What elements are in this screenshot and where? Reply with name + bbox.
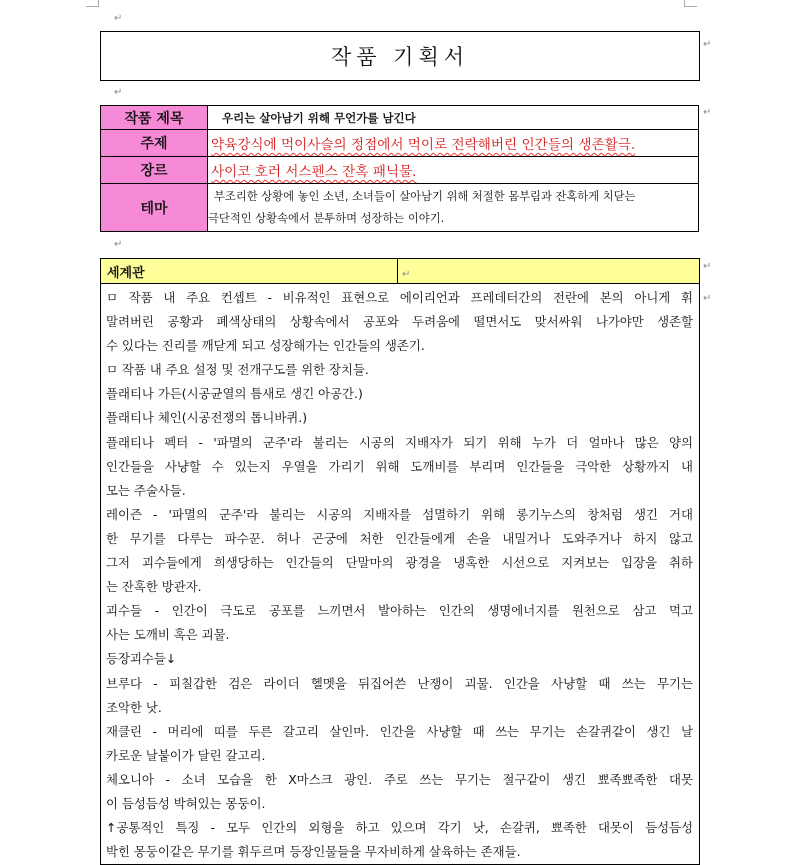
paragraph-mark: ↵: [114, 239, 123, 250]
world-setting-table: [100, 258, 700, 865]
world-line: 재클린 - 머리에 띠를 두른 갈고리 살인마. 인간을 사냥할 때 쓰는 무기는 손갈퀴같이 생긴 날: [106, 723, 693, 739]
world-line: 플래티나 펙터 - '파멸의 군주'라 불리는 시공의 지배자가 되기 위해 누가 더 얼마나 많은 양의: [106, 434, 693, 450]
world-line: 는 잔혹한 방관자.: [106, 579, 202, 595]
paragraph-mark: ↵: [703, 261, 712, 272]
world-line: 브루다 - 피칠갑한 검은 라이더 헬멧을 뒤집어쓴 난쟁이 괴물. 인간을 사냥할 때 쓰는 무기는: [106, 675, 693, 691]
world-line: 사는 도깨비 혹은 괴물.: [106, 627, 230, 643]
work-title-value: 우리는 살아남기 위해 무언가를 남긴다: [208, 106, 699, 130]
world-line: 조악한 낫.: [106, 699, 162, 715]
world-line: 박힌 몽둥이같은 무기를 휘두르며 등장인물들을 무자비하게 살육하는 존재들.: [106, 844, 521, 860]
world-line: 한 무기를 다루는 파수꾼. 허나 곤궁에 처한 인간들에게 손을 내밀거나 도와주거나 하지 않고: [106, 530, 693, 546]
world-lines: [106, 284, 693, 864]
world-line: 수 있다는 진리를 깨닫게 되고 성장해가는 인간들의 생존기.: [106, 338, 425, 354]
world-line: ↑공통적인 특징 - 모두 인간의 외형을 하고 있으며 각기 낫, 손갈퀴, 뾰족한 대못이 듬성듬성: [106, 820, 693, 836]
work-info-table: [100, 105, 699, 232]
world-body: [101, 284, 700, 865]
world-line: 플래티나 체인(시공전쟁의 톱니바퀴.): [106, 410, 308, 426]
genre-label: 장르: [101, 157, 208, 184]
world-line: ㅁ 작품 내 주요 컨셉트 - 비유적인 표현으로 에이리언과 프레데터간의 전란에 본의 아니게 휘: [106, 290, 693, 305]
theme-value: 약육강식에 먹이사슬의 정점에서 먹이로 전락해버린 인간들의 생존활극.: [211, 137, 636, 153]
world-line: 등장괴수들↓: [106, 651, 177, 667]
document-title-box: [100, 31, 700, 81]
world-line: ㅁ 작품 내 주요 설정 및 전개구도를 위한 장치들.: [106, 362, 369, 378]
paragraph-mark: ↵: [114, 13, 123, 24]
work-title-label: 작품 제목: [101, 106, 208, 130]
page-corner-mark-right: [684, 0, 697, 7]
world-line: 인간들을 사냥할 수 있는지 우열을 가리기 위해 도깨비를 부리며 인간들을 극악한 상황까지 내: [106, 458, 693, 474]
motif-line-1: 부조리한 상황에 놓인 소년, 소녀들이 살아남기 위해 처절한 몸부림과 잔혹하게 치닫는: [214, 189, 636, 203]
paragraph-mark: ↵: [703, 293, 712, 304]
motif-label: 테마: [101, 184, 208, 232]
world-line: 말려버린 공황과 폐색상태의 상황속에서 공포와 두려움에 떨면서도 맞서싸워 나가야만 생존할: [106, 314, 693, 330]
motif-value-cell: [208, 184, 699, 232]
world-line: 카로운 날붙이가 달린 갈고리.: [106, 747, 266, 763]
world-header-empty-cell: [398, 259, 700, 284]
theme-value-cell: [208, 130, 699, 157]
document-title: 작품 기획서: [330, 45, 470, 69]
paragraph-mark: ↵: [703, 39, 712, 50]
world-line: 모는 주술사들.: [106, 482, 186, 498]
cell-end-mark: ↵: [402, 268, 411, 280]
genre-value: 사이코 호러 서스펜스 잔혹 패닉물.: [211, 164, 417, 180]
paragraph-mark: ↵: [703, 107, 712, 118]
world-header: 세계관: [101, 259, 398, 284]
world-line: 괴수들 - 인간이 극도로 공포를 느끼면서 발아하는 인간의 생명에너지를 원천으로 삼고 먹고: [106, 603, 693, 619]
theme-label: 주제: [101, 130, 208, 157]
world-line: 그저 괴수들에게 희생당하는 인간들의 단말마의 광경을 냉혹한 시선으로 지켜보는 입장을 취하: [106, 555, 693, 571]
world-line: 체오니아 - 소녀 모습을 한 X마스크 광인. 주로 쓰는 무기는 절구같이 생긴 뾰족뾰족한 대못: [106, 771, 693, 787]
paragraph-mark: ↵: [114, 87, 123, 98]
world-line: 레이즌 - '파멸의 군주'라 불리는 시공의 지배자를 섬멸하기 위해 롱기누스의 창처럼 생긴 거대: [106, 506, 693, 522]
page-corner-mark-left: [86, 0, 99, 7]
world-line: 이 듬성듬성 박혀있는 몽둥이.: [106, 795, 266, 811]
genre-value-cell: [208, 157, 699, 184]
world-line: 플래티나 가든(시공균열의 틈새로 생긴 아공간.): [106, 386, 363, 402]
motif-line-2: 극단적인 상황속에서 분투하며 성장하는 이야기.: [208, 211, 445, 225]
